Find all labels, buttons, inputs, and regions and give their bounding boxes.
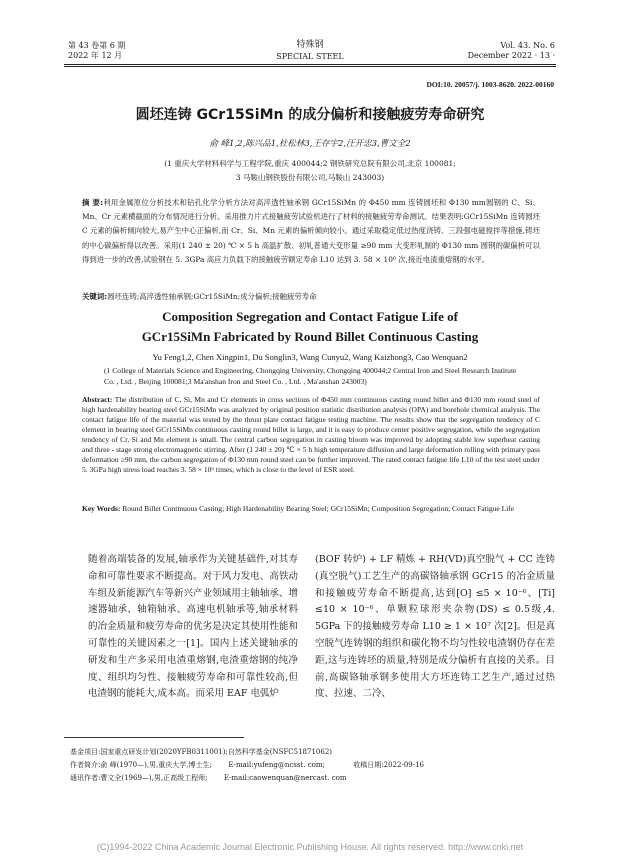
footnote-rule (64, 737, 244, 738)
affiliations-cn (120, 157, 500, 185)
volume-issue: 第 43 卷第 6 期 (68, 41, 126, 50)
authors-en: Yu Feng1,2, Chen Xingpin1, Du Songlin3, Wang Cunyu2, Wang Kaizhong3, Cao Wenquan2 (152, 352, 468, 362)
keywords-text-en: Round Billet Continuous Casting; High Hardenability Bearing Steel; GCr15SiMn; Composition Segregation; Contact Fatigue Life (122, 504, 515, 513)
abstract-text-cn: 利用金属原位分析技术和钻孔化学分析方法对高淬透性轴承钢 GCr15SiMn 的 Φ450 mm 连铸圆坯和 Φ130 mm圆钢的 C、Si、Mn、Cr 元素横截面的分布情况进行分析。采用推力片式接触疲劳试验机进行了材料的接触疲劳寿命测试。结果表明:GCr15SiMn 连铸圆坯 C 元素的偏析倾向较大,易产生中心正偏析,而 Cr、Si、Mn 元素的偏析倾向较小。通过采取稳定低过热度浇铸、三段强电磁搅拌等措施,铸坯的中心碳偏析得以改善。采用(1 240 ± 20) ℃ × 5 h 高温扩散、初轧普通大变形量 ≥90 mm 大变形轧制的 Φ130 mm 圆钢的碳偏析可以得到进一步的改善,试验钢在 5. 3GPa 高应力负载下的接触疲劳额定寿命 L10 达到 3. 58 × 10⁶ 次,接近电渣重熔钢的水平。 (82, 198, 540, 264)
received-date: 收稿日期:2022-09-16 (353, 761, 425, 769)
author-note (70, 759, 556, 772)
body-column-left: 随着高端装备的发展,轴承作为关键基础件,对其寿命和可靠性要求不断提高。对于风力发电、高铁动车组及新能源汽车等新兴产业领域用主轴轴承、增速器轴承、轴箱轴承、高速电机轴承等,轴承材料的冶金质量和疲劳寿命的优劣是决定其使用性能和可靠性的关键因素之一[1]。国内上述关键轴承的研发和生产多采用电渣重熔钢,电渣重熔钢的纯净度、组织均匀性、接触疲劳寿命和可靠性较高,但电渣钢的能耗大,成本高。而采用 EAF 电弧炉 (88, 554, 298, 700)
keywords-text-cn: 圆坯连铸;高淬透性轴承钢;GCr15SiMn;成分偏析;接触疲劳寿命 (107, 292, 317, 301)
header-rule-thin (64, 66, 556, 67)
affiliations-en: (1 College of Materials Science and Engineering, Chongqing University, Chongqing 400044;2 Central Iron and Steel Research Institute Co. , Ltd. , Beijing 100081;3 Ma'anshan Iron and Steel Co. , Ltd. , Ma'anshan 243003) (104, 366, 517, 386)
keywords-label-en: Key Words: (82, 504, 121, 513)
affiliation-line-1: (1 重庆大学材料科学与工程学院,重庆 400044;2 钢铁研究总院有限公司,北京 100081; (164, 159, 456, 168)
journal-name-en: SPECIAL STEEL (276, 52, 344, 61)
footnotes (70, 746, 556, 785)
header-rule (64, 64, 556, 65)
abstract-cn (82, 196, 540, 267)
title-en-line-2: GCr15SiMn Fabricated by Round Billet Continuous Casting (141, 329, 479, 344)
keywords-cn (82, 291, 540, 302)
body-column-right: (BOF 转炉) + LF 精炼 + RH(VD)真空脱气 + CC 连铸(真空脱气)工艺生产的高碳铬轴承钢 GCr15 的冶金质量和接触疲劳寿命不断提高,达到[O] ≤5 × 10⁻⁶、[Ti] ≤10 × 10⁻⁶、单颗粒球形夹杂物(DS) ≤ 0.5级,4. 5GPa 下的接触疲劳寿命 L10 ≥ 1 × 10⁷ 次[2]。但是真空脱气连铸钢的组织和碳化物不均匀性较电渣钢仍存在差距,这与连铸坯的质量,特别是成分偏析有直接的关系。目前,高碳铬轴承钢多使用大方坯连铸工艺生产,通过过热度、拉速、二冷、 (315, 554, 555, 700)
doi: DOI:10. 20057/j. 1003-8620. 2022-00160 (426, 80, 554, 89)
date-page-en: December 2022 · 13 · (467, 51, 555, 60)
abstract-label-en: Abstract: (82, 395, 113, 404)
authors-cn: 俞 峰1,2,陈兴品1,杜松林3,王存宇2,汪开忠3,曹文全2 (209, 139, 411, 149)
journal-volume-info-en (468, 41, 555, 61)
keywords-label-cn: 关键词: (82, 292, 108, 301)
abstract-en (82, 395, 540, 475)
title-en-line-1: Composition Segregation and Contact Fatigue Life of (162, 309, 458, 324)
fund-note: 基金项目:国家重点研发计划(2020YFB0311001);自然科学基金(NSFC51871062) (70, 748, 333, 756)
keywords-en (82, 504, 540, 514)
issue-date: 2022 年 12 月 (68, 51, 123, 60)
corresponding-note (70, 772, 556, 785)
paper-title-en (0, 307, 620, 347)
paper-title-cn: 圆坯连铸 GCr15SiMn 的成分偏析和接触疲劳寿命研究 (135, 107, 485, 123)
affiliation-line-2: 3 马鞍山钢铁股份有限公司,马鞍山 243003) (235, 173, 385, 182)
corresponding-email: E-mail:caowenquan@nercast. com (223, 774, 347, 782)
journal-name-cn: 特殊钢 (296, 40, 324, 50)
cnki-watermark: (C)1994-2022 China Academic Journal Electronic Publishing House. All rights reserved. http://www.cnki.net (96, 842, 524, 852)
volume-issue-en: Vol. 43. No. 6 (500, 41, 555, 50)
author-email: E-mail:yufeng@ncsst. com; (228, 761, 325, 769)
abstract-text-en: The distribution of C, Si, Mn and Cr elements in cross sections of Φ450 mm continuous casting round billet and Φ130 mm round steel of high hardenability bearing steel GCr15SiMn was analyzed by original position statistic distribution analysis (OPA) and borehole chemical analysis. The contact fatigue life of the material was tested by the thrust plate contact fatigue testing machine. The results show that the segregation tendency of C element in bearing steel GCr15SiMn continuous casting round billet is large, and it is easy to produce center positive segregation, while the segregation tendency of Cr, Si and Mn element is small. The central carbon segregation in casting bloom was improved by adopting stable low superheat casting and three - stage strong electromagnetic stirring. After (1 240 ± 20) ℃ × 5 h high temperature diffusion and large deformation rolling with primary pass deformation ≥90 mm, the carbon segregation of Φ130 mm round steel can be further improved. The rated contact fatigue life L10 of the test steel under 5. 3GPa high stress load reaches 3. 58 × 10⁶ times, which is close to the level of ESR steel. (82, 395, 540, 474)
author-bio: 作者简介:俞 峰(1970—),男,重庆大学,博士生; (70, 761, 212, 769)
corresponding-author: 通讯作者:曹文全(1969—),男,正高级工程师; (70, 774, 208, 782)
abstract-label-cn: 摘 要: (82, 198, 104, 207)
